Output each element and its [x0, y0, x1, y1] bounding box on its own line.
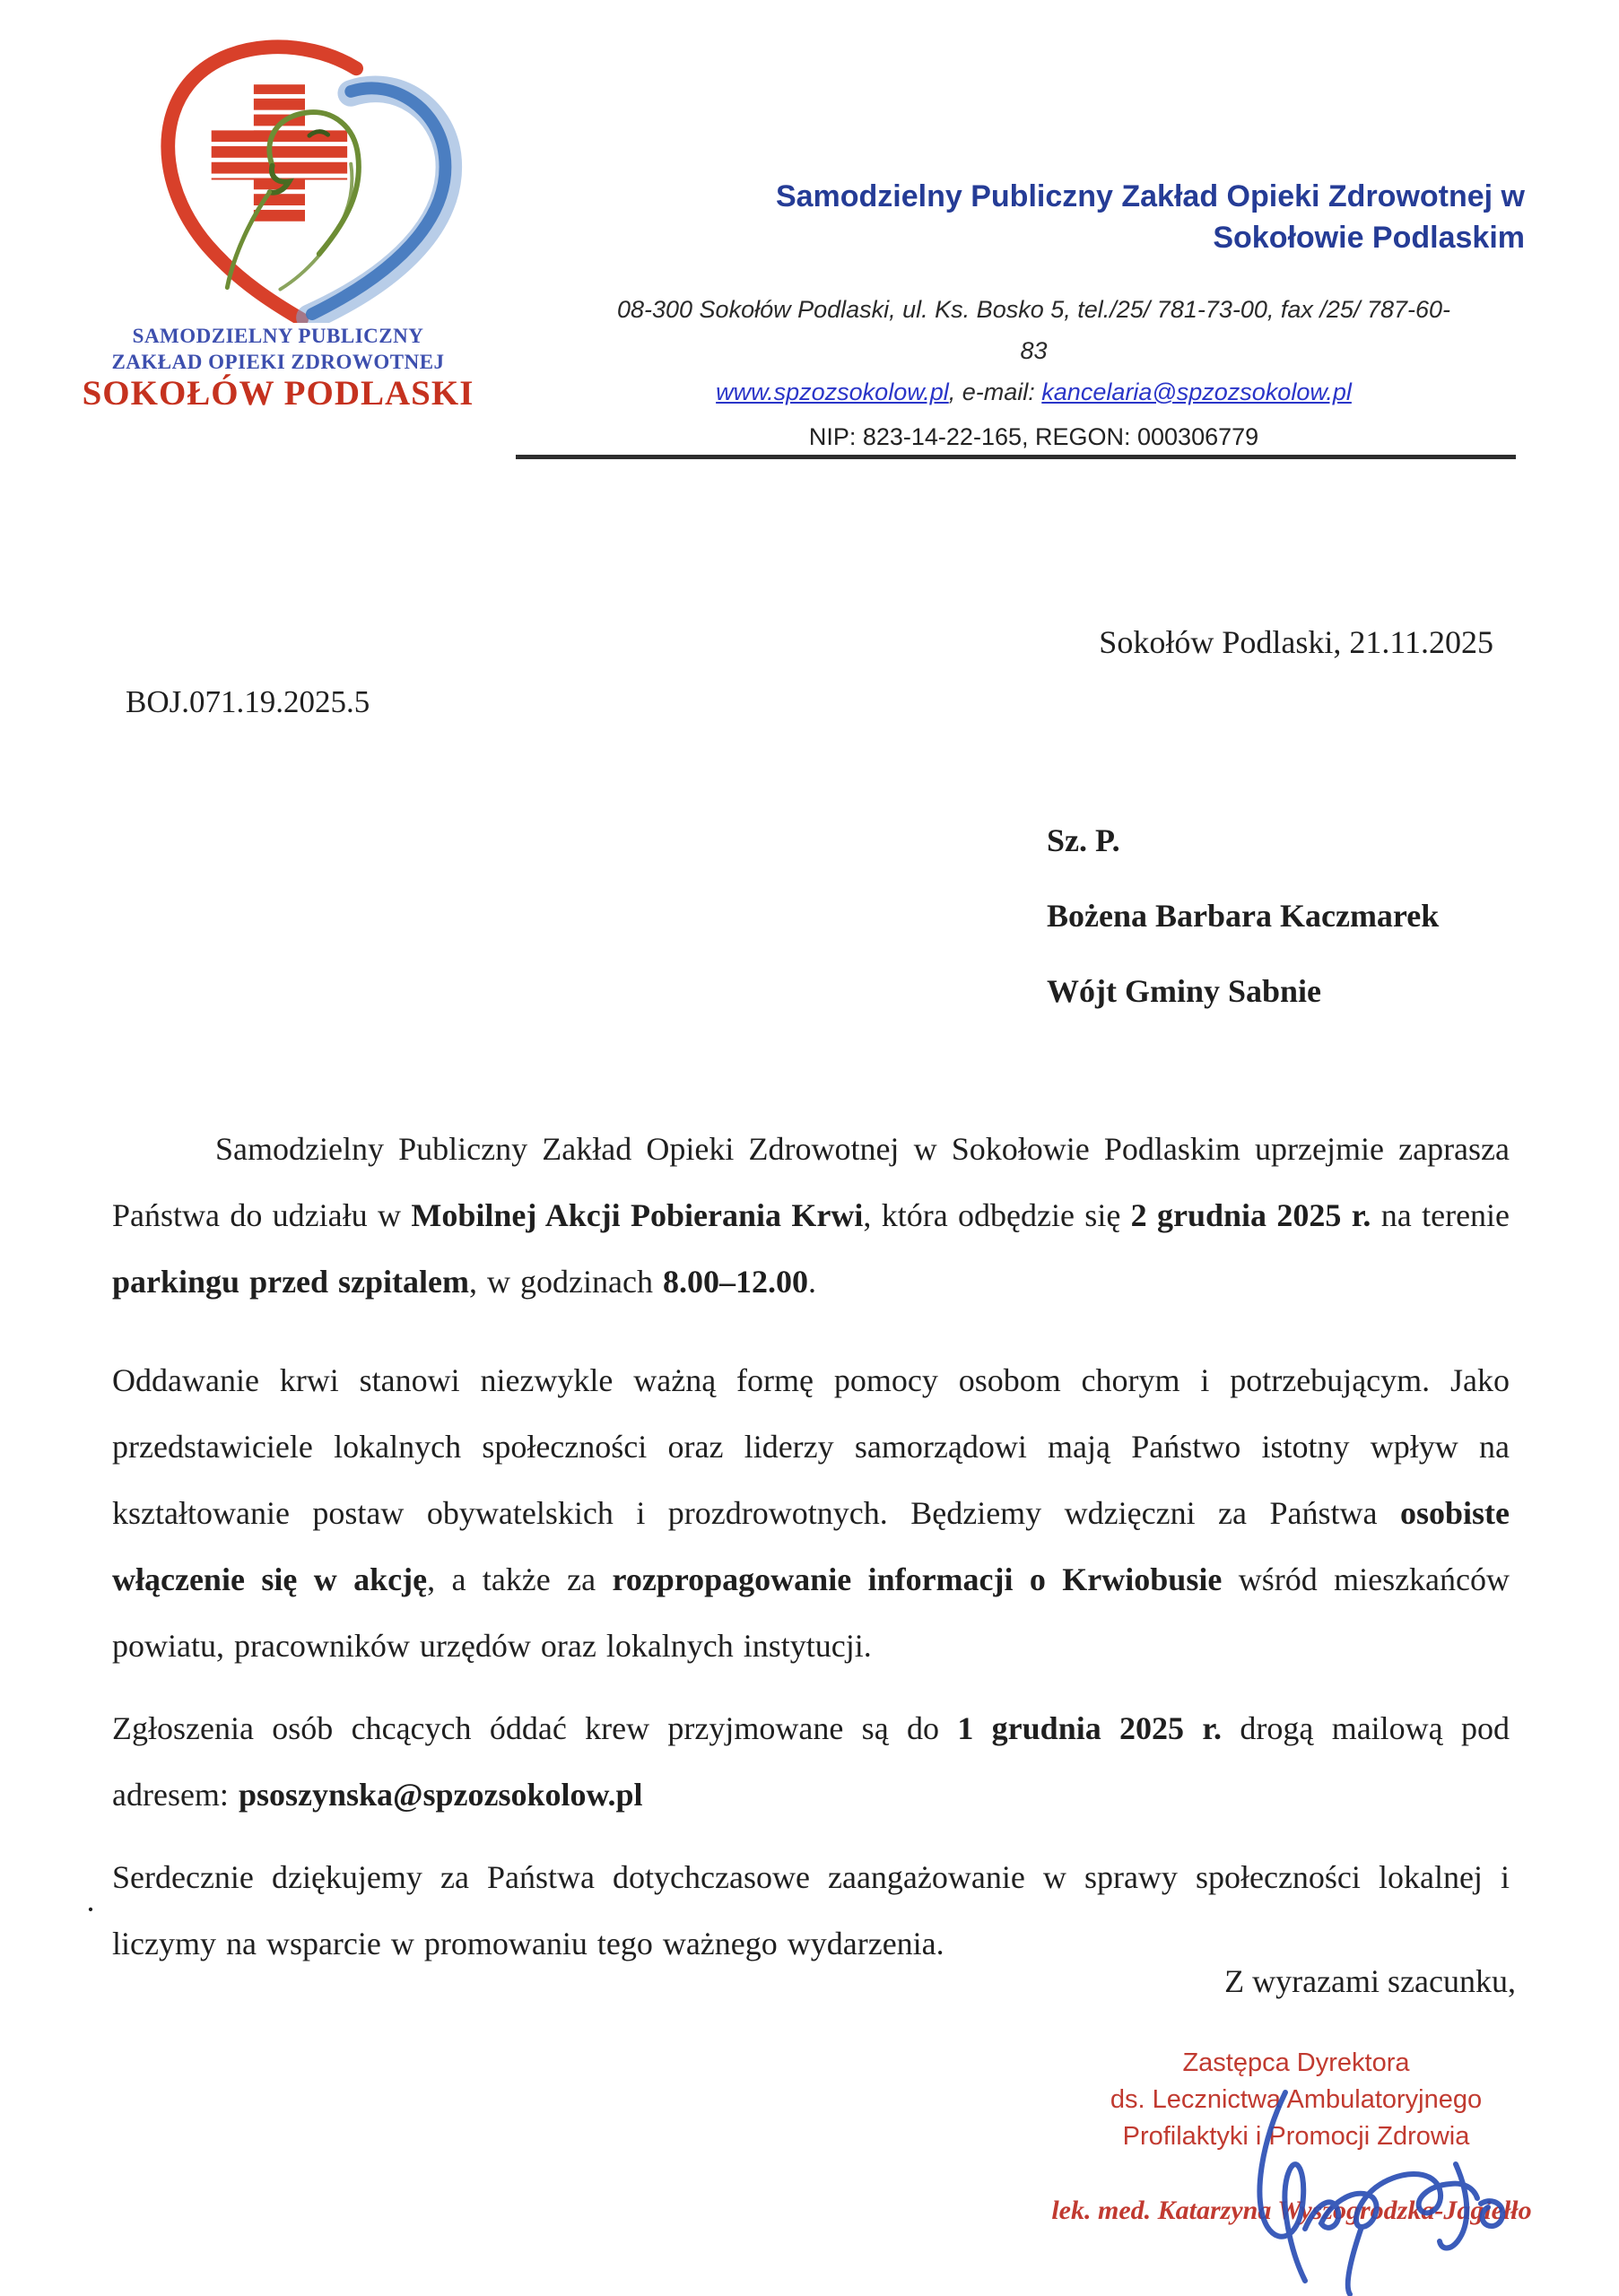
- text-run: wśród mieszkańców powiatu, pracowników urzędów oraz lokalnych instytucji.: [112, 1561, 1510, 1664]
- text-run: parkingu przed szpitalem: [112, 1264, 470, 1300]
- text-run: drogą mailową pod adresem:: [112, 1710, 1510, 1813]
- hospital-heart-dove-logo: [126, 31, 484, 323]
- letter-body: [112, 1116, 1510, 1993]
- text-run: , która odbędzie się: [863, 1197, 1131, 1233]
- organization-title: [556, 176, 1525, 258]
- logo-caption-line2: ZAKŁAD OPIEKI ZDROWOTNEJ: [111, 351, 445, 373]
- recipient-salutation: Sz. P.: [1047, 822, 1120, 858]
- contact-links-line: [538, 371, 1529, 413]
- closing-salutation: Z wyrazami szacunku,: [1224, 1963, 1516, 1999]
- text-run: , a także za: [427, 1561, 613, 1597]
- paragraph-importance: [112, 1347, 1510, 1679]
- text-run: Samodzielny Publiczny Zakład Opieki Zdrowotnej w Sokołowie Podlaskim uprzejmie zaprasza Państwa do udziału w: [112, 1131, 1510, 1233]
- recipient-title: Wójt Gminy Sabnie: [1047, 973, 1322, 1009]
- stamp-line1: Zastępca Dyrektora: [1182, 2048, 1410, 2077]
- recipient-block: [1047, 803, 1439, 1029]
- stamp-line2: ds. Lecznictwa Ambulatoryjnego: [1110, 2085, 1483, 2114]
- text-run: 8.00–12.00: [662, 1264, 808, 1300]
- email-separator: , e-mail:: [948, 378, 1042, 405]
- paragraph-thanks: [112, 1844, 1510, 1977]
- text-run: 1 grudnia 2025 r.: [957, 1710, 1223, 1746]
- text-run: Serdecznie dziękujemy za Państwa dotychczasowe zaangażowanie w sprawy społeczności lokalnej i liczymy na wsparcie w promowaniu tego ważnego wydarzenia.: [112, 1859, 1510, 1961]
- address-line2: 83: [1020, 337, 1048, 364]
- text-run: 2 grudnia 2025 r.: [1130, 1197, 1371, 1233]
- email-link[interactable]: kancelaria@spzozsokolow.pl: [1041, 378, 1352, 405]
- dateline: Sokołów Podlaski, 21.11.2025: [1099, 624, 1493, 660]
- nip-regon-line: NIP: 823-14-22-165, REGON: 000306779: [808, 423, 1259, 450]
- organization-title-line2: Sokołowie Podlaskim: [1213, 221, 1525, 255]
- signatory-name: lek. med. Katarzyna Wyszogrodzka-Jagiełło: [1051, 2196, 1532, 2225]
- text-run: rozpropagowanie informacji o Krwiobusie: [612, 1561, 1223, 1597]
- header-divider: [516, 455, 1516, 459]
- text-run: .: [807, 1264, 816, 1300]
- scan-artifact-dot: ·: [85, 1892, 96, 1927]
- logo-caption-blue: [58, 323, 498, 375]
- organization-title-line1: Samodzielny Publiczny Zakład Opieki Zdrowotnej w: [775, 179, 1525, 213]
- stamp-line3: Profilaktyki i Promocji Zdrowia: [1122, 2122, 1470, 2151]
- heart-right-brush: [312, 88, 446, 314]
- paragraph-registration: [112, 1695, 1510, 1828]
- text-run: na terenie: [1371, 1197, 1510, 1233]
- text-run: psoszynska@spzozsokolow.pl: [238, 1777, 643, 1813]
- reference-number: BOJ.071.19.2025.5: [126, 684, 370, 719]
- text-run: Zgłoszenia osób chcących óddać krew przyjmowane są do: [112, 1710, 958, 1746]
- website-link[interactable]: www.spzozsokolow.pl: [716, 378, 949, 405]
- text-run: Mobilnej Akcji Pobierania Krwi: [411, 1197, 864, 1233]
- paragraph-invitation: [112, 1116, 1510, 1315]
- recipient-name: Bożena Barbara Kaczmarek: [1047, 898, 1440, 934]
- text-run: , w godzinach: [469, 1264, 663, 1300]
- text-run: osobiste włączenie się w akcję: [112, 1495, 1510, 1597]
- handwritten-signature: [1215, 2085, 1547, 2296]
- address-line1: 08-300 Sokołów Podlaski, ul. Ks. Bosko 5, tel./25/ 781-73-00, fax /25/ 787-60-: [616, 296, 1451, 323]
- text-run: Oddawanie krwi stanowi niezwykle ważną formę pomocy osobom chorym i potrzebującym. Jako przedstawiciele lokalnych społeczności oraz liderzy samorządowi mają Państwo istotny wpływ na kształtowanie postaw obywatelskich i prozdrowotnych. Będziemy wdzięczni za Państwa: [112, 1362, 1510, 1531]
- logo-caption-line1: SAMODZIELNY PUBLICZNY: [132, 325, 424, 347]
- red-cross-stripes: [199, 83, 358, 222]
- logo-caption-red: SOKOŁÓW PODLASKI: [82, 374, 474, 413]
- header-address: [538, 289, 1529, 413]
